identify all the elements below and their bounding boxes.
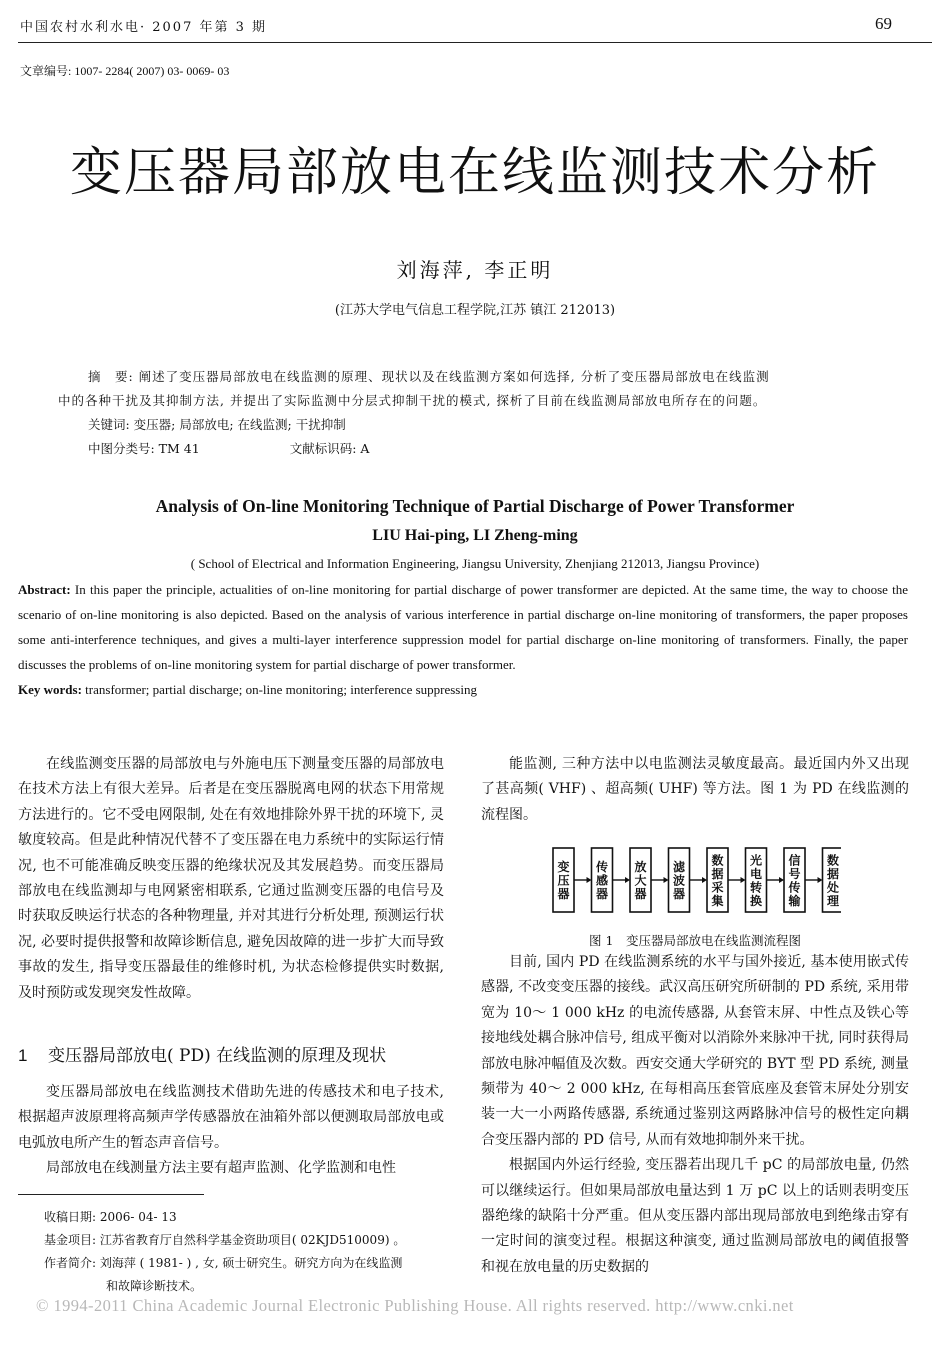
chinese-abstract	[58, 365, 878, 461]
footnote-received: 收稿日期: 2006- 04- 13	[44, 1210, 177, 1224]
english-title: Analysis of On-line Monitoring Technique of Partial Discharge of Power Transformer	[155, 496, 795, 516]
paper-title: 变压器局部放电在线监测技术分析	[69, 143, 880, 203]
flow-box-label-2: 传感器	[595, 860, 609, 901]
paragraph: 局部放电在线测量方法主要有超声监测、化学监测和电性	[46, 1160, 396, 1177]
affiliation: (江苏大学电气信息工程学院,江苏 镇江 212013)	[334, 303, 616, 318]
paragraph: 在线监测变压器的局部放电与外施电压下测量变压器的局部放电在技术方法上有很大差异。后者是在变压器脱离电网的状态下用常规方法进行的。它不受电网限制, 处在有效地排除外界干扰的环境下, 灵敏度较高。但是此种情况代替不了变压器在电力系统中的实际运行情况, 也不可能准确反映变压器的绝缘状况及其发展趋势。而变压器局部放电在线监测却与电网紧密相联系, 它通过监测变压器的电信号及时获取反映运行状态的各种物理量, 并对其进行分析处理, 预测运行状况, 必要时提供报警和故障诊断信息, 避免因故障的进一步扩大而导致事故的发生, 指导变压器最佳的维修时机, 为状态检修提供实时数据, 及时预防或发现突发性故障。	[18, 756, 444, 1001]
footnote-rule	[18, 1194, 204, 1195]
flowchart-diagram	[549, 842, 841, 920]
right-column-body	[481, 950, 909, 1280]
abstract-line-1: 摘 要: 阐述了变压器局部放电在线监测的原理、现状以及在线监测方案如何选择, 分析了变压器局部放电在线监测	[88, 369, 770, 384]
english-affiliation: ( School of Electrical and Information Engineering, Jiangsu University, Zhenjiang 212013, Jiangsu Province)	[190, 556, 760, 571]
left-column-intro	[18, 752, 444, 1006]
flow-box-label-7: 信号传输	[788, 853, 801, 908]
flow-box-label-3: 放大器	[634, 860, 647, 901]
paragraph: 能监测, 三种方法中以电监测法灵敏度最高。最近国内外又出现了甚高频( VHF) 、超高频( UHF) 等方法。图 1 为 PD 在线监测的流程图。	[481, 756, 909, 823]
abstract-label: Abstract:	[18, 582, 71, 597]
classification-row	[58, 437, 878, 461]
english-abstract	[18, 577, 908, 702]
clc-number: 中图分类号: TM 41	[88, 441, 200, 456]
keywords-label: Key words:	[18, 682, 82, 697]
flow-box-label-5: 数据采集	[711, 853, 724, 908]
paragraph: 目前, 国内 PD 在线监测系统的水平与国外接近, 基本使用嵌式传感器, 不改变变压器的接线。武汉高压研究所研制的 PD 系统, 采用带宽为 10～ 1 000 kHz 的电流传感器, 从套管末屏、中性点及铁心等接地线处耦合脉冲信号, 组成平衡对以消除外来脉冲干扰, 同时获得局部放电脉冲幅值及次数。西安交通大学研究的 BYT 型 PD 系统, 测量频带为 40～ 2 000 kHz, 在每相高压套管底座及套管末屏处分别安装一大一小两路传感器, 系统通过鉴别这两路脉冲信号的极性定向耦合变压器内部的 PD 信号, 从而有效地抑制外来干扰。	[481, 954, 909, 1148]
page-number: 69	[875, 14, 892, 33]
flow-box-label-4: 滤波器	[672, 860, 686, 901]
english-authors: LIU Hai-ping, LI Zheng-ming	[372, 527, 578, 544]
footnote-fund: 基金项目: 江苏省教育厅自然科学基金资助项目( 02KJD510009) 。	[44, 1233, 406, 1247]
paragraph: 根据国内外运行经验, 变压器若出现几千 pC 的局部放电量, 仍然可以继续运行。但如果局部放电量达到 1 万 pC 以上的话则表明变压器绝缘的缺陷十分严重。但从变压器内部出现局部放电到绝缘击穿有一定时间的演变过程。根据这种演变, 通过监测局部放电的阈值报警和视在放电量的历史数据的	[481, 1157, 909, 1275]
abstract-text: In this paper the principle, actualities of on-line monitoring for partial discharge of power transformer are depicted. At the same time, the way to choose the scenario of on-line monitoring is also depicted. Based on the analysis of various interference in partial discharge on-line monitoring of transformers, the paper proposes some anti-interference techniques, and gives a multi-layer interference suppression model for partial discharge on-line monitoring of transformers. Finally, the paper discusses the problems of on-line monitoring system for partial discharge of power transformer.	[18, 582, 908, 672]
footnote-author: 作者简介: 刘海萍 ( 1981- ) , 女, 硕士研究生。研究方向为在线监测	[44, 1256, 403, 1270]
article-number: 文章编号: 1007- 2284( 2007) 03- 0069- 03	[20, 64, 230, 78]
flow-box-label-8: 数据处理	[826, 853, 840, 908]
section-number: 1	[18, 1046, 28, 1065]
author-list: 刘海萍, 李正明	[396, 258, 554, 282]
footnote-author-cont: 和故障诊断技术。	[106, 1279, 203, 1293]
flow-box-label-6: 光电转换	[749, 853, 763, 908]
copyright-watermark: © 1994-2011 China Academic Journal Electronic Publishing House. All rights reserved. http://www.cnki.net	[36, 1296, 794, 1315]
abstract-line-2: 中的各种干扰及其抑制方法, 并提出了实际监测中分层式抑制干扰的模式, 探析了目前在线监测局部放电所存在的问题。	[58, 393, 767, 408]
header-rule	[18, 42, 932, 43]
section-title: 变压器局部放电( PD) 在线监测的原理及现状	[48, 1046, 387, 1066]
right-column-top	[481, 752, 909, 828]
flow-box-label-1: 变压器	[557, 860, 570, 901]
document-code: 文献标识码: A	[289, 441, 370, 456]
left-column-section	[18, 1080, 444, 1182]
paragraph: 变压器局部放电在线监测技术借助先进的传感技术和电子技术, 根据超声波原理将高频声学传感器放在油箱外部以便测取局部放电或电弧放电所产生的暂态声音信号。	[18, 1084, 444, 1151]
running-header-journal: 中国农村水利水电· 2007 年第 3 期	[20, 20, 268, 35]
section-heading	[18, 1043, 448, 1069]
english-keywords: transformer; partial discharge; on-line monitoring; interference suppressing	[81, 682, 477, 697]
figure-caption: 图 1 变压器局部放电在线监测流程图	[589, 933, 801, 948]
footnotes	[44, 1206, 454, 1298]
chinese-keywords: 关键词: 变压器; 局部放电; 在线监测; 干扰抑制	[88, 417, 346, 432]
